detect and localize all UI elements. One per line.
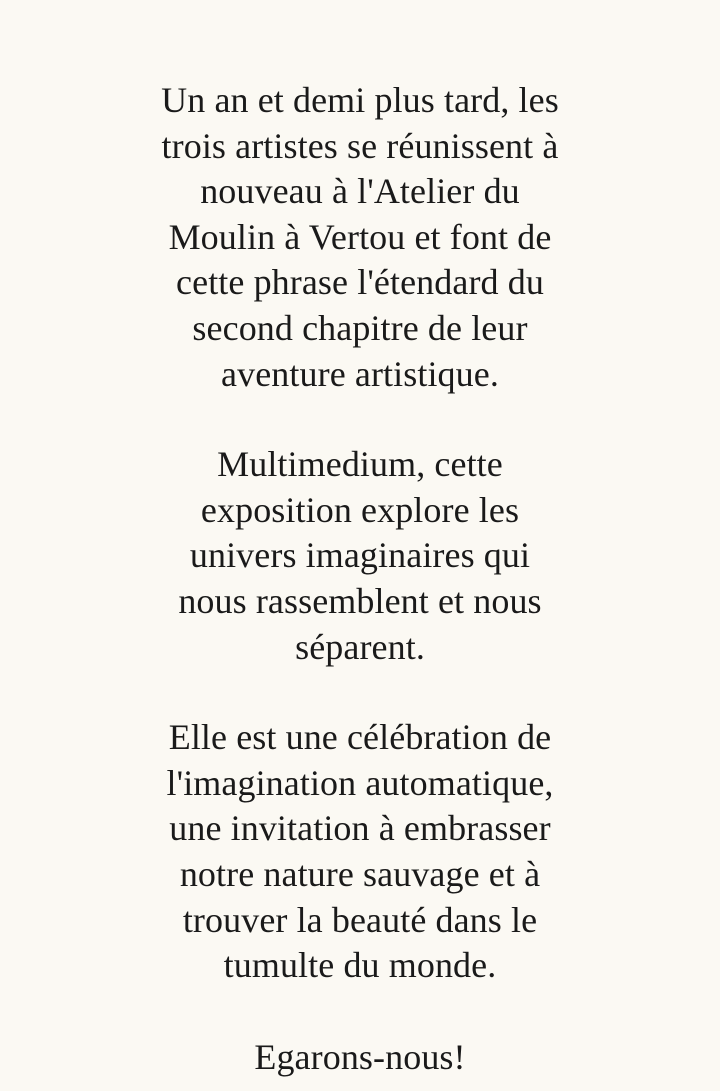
text-line: trois artistes se réunissent à: [161, 125, 559, 166]
closing-line: Egarons-nous!: [254, 1036, 466, 1077]
paragraph-intro: [0, 78, 720, 397]
text-line: Moulin à Vertou et font de: [168, 216, 552, 257]
text-line: séparent.: [295, 626, 425, 667]
text-line: second chapitre de leur: [192, 307, 528, 348]
text-line: exposition explore les: [200, 489, 520, 530]
text-line: une invitation à embrasser: [169, 808, 551, 849]
text-line: Multimedium, cette: [217, 444, 503, 485]
text-line: univers imaginaires qui: [189, 535, 531, 576]
text-line: tumulte du monde.: [223, 945, 497, 986]
text-line: notre nature sauvage et à: [179, 853, 541, 894]
text-line: nous rassemblent et nous: [178, 580, 542, 621]
paragraph-celebration: [0, 715, 720, 989]
text-line: Un an et demi plus tard, les: [161, 80, 559, 120]
text-line: l'imagination automatique,: [166, 762, 554, 803]
text-line: aventure artistique.: [221, 353, 499, 394]
text-line: nouveau à l'Atelier du: [200, 171, 520, 212]
text-line: Elle est une célébration de: [168, 717, 552, 758]
text-line: trouver la beauté dans le: [182, 899, 538, 940]
paragraph-exhibition: [0, 442, 720, 670]
text-line: cette phrase l'étendard du: [176, 262, 544, 303]
paragraph-closing: [0, 1035, 720, 1081]
